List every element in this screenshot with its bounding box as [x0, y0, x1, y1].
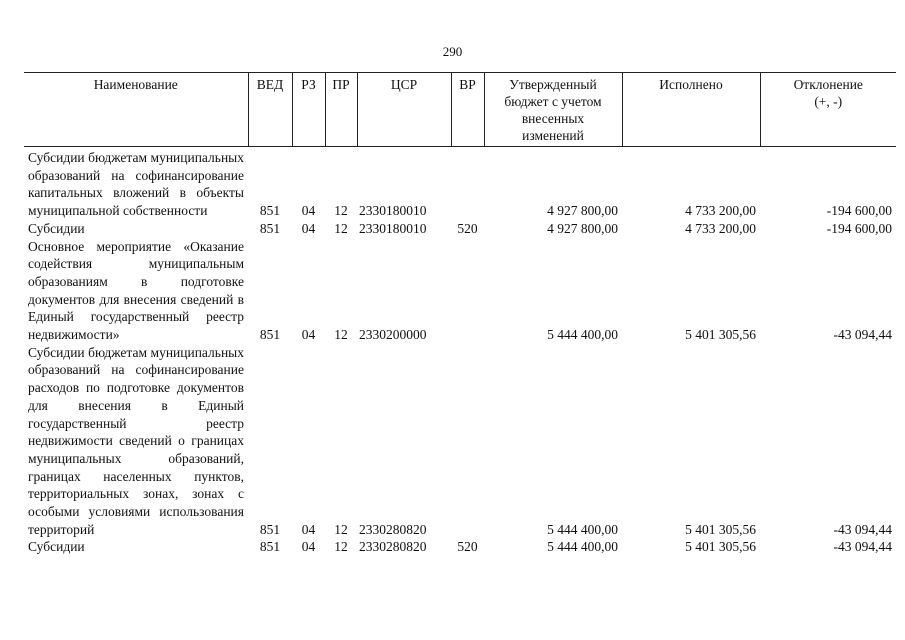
header-dev: Отклонение (+, -) — [760, 73, 896, 147]
row-vr: 520 — [457, 539, 478, 555]
table-row — [24, 238, 896, 344]
budget-table — [24, 72, 896, 556]
row-dev: -43 094,44 — [833, 539, 892, 555]
page-number: 290 — [442, 44, 463, 59]
header-vr: ВР — [451, 73, 484, 147]
row-budget: 4 927 800,00 — [547, 203, 618, 219]
row-csr: 2330200000 — [359, 327, 427, 343]
header-pr: ПР — [325, 73, 357, 147]
header-budget: Утвержденный бюджет с учетом внесенных изменений — [484, 73, 622, 147]
row-name: Субсидии — [28, 220, 85, 236]
row-ved: 851 — [259, 203, 281, 219]
row-vr — [451, 147, 484, 220]
row-done: 5 401 305,56 — [685, 327, 756, 343]
row-csr: 2330280820 — [359, 521, 427, 537]
row-dev: -194 600,00 — [826, 220, 892, 236]
row-rz: 04 — [301, 220, 316, 236]
row-budget: 5 444 400,00 — [547, 521, 618, 537]
row-dev: -194 600,00 — [826, 203, 892, 219]
row-csr: 2330280820 — [359, 539, 427, 555]
row-pr: 12 — [334, 203, 348, 219]
table-row — [24, 538, 896, 556]
table-row — [24, 344, 896, 539]
row-budget: 5 444 400,00 — [547, 539, 618, 555]
row-budget: 4 927 800,00 — [547, 220, 618, 236]
header-row — [24, 73, 896, 147]
header-ved: ВЕД — [248, 73, 292, 147]
header-csr: ЦСР — [357, 73, 451, 147]
table-row — [24, 147, 896, 220]
row-name: Основное мероприятие «Оказание содействия муниципальным образованиям в подготовке документов для внесения сведений в Единый государственный реестр недвижимости» — [28, 238, 244, 343]
row-vr: 520 — [457, 220, 478, 236]
row-rz: 04 — [301, 203, 316, 219]
row-rz: 04 — [301, 327, 316, 343]
row-pr: 12 — [334, 327, 348, 343]
row-name: Субсидии бюджетам муниципальных образований на софинансирование капитальных вложений в объекты муниципальной собственности — [28, 150, 244, 219]
row-ved: 851 — [259, 327, 281, 343]
row-rz: 04 — [301, 521, 316, 537]
row-vr — [451, 344, 484, 539]
header-rz: РЗ — [292, 73, 325, 147]
row-done: 5 401 305,56 — [685, 521, 756, 537]
row-done: 4 733 200,00 — [685, 220, 756, 236]
header-name: Наименование — [24, 73, 248, 147]
header-done: Исполнено — [622, 73, 760, 147]
row-pr: 12 — [334, 521, 348, 537]
table-row — [24, 220, 896, 238]
row-ved: 851 — [259, 220, 281, 236]
row-budget: 5 444 400,00 — [547, 327, 618, 343]
row-dev: -43 094,44 — [833, 521, 892, 537]
row-csr: 2330180010 — [359, 203, 427, 219]
row-pr: 12 — [334, 539, 348, 555]
row-rz: 04 — [301, 539, 316, 555]
row-name: Субсидии — [28, 539, 85, 555]
row-ved: 851 — [259, 521, 281, 537]
row-vr — [451, 238, 484, 344]
row-name: Субсидии бюджетам муниципальных образований на софинансирование расходов по подготовке документов для внесения в Единый государственный реестр недвижимости сведений о границах муниципальных образований, границах населенных пунктов, территориальных зонах, зонах с особыми условиями использования территорий — [28, 344, 244, 537]
row-pr: 12 — [334, 220, 348, 236]
row-dev: -43 094,44 — [833, 327, 892, 343]
row-done: 5 401 305,56 — [685, 539, 756, 555]
row-ved: 851 — [259, 539, 281, 555]
row-csr: 2330180010 — [359, 220, 427, 236]
row-done: 4 733 200,00 — [685, 203, 756, 219]
